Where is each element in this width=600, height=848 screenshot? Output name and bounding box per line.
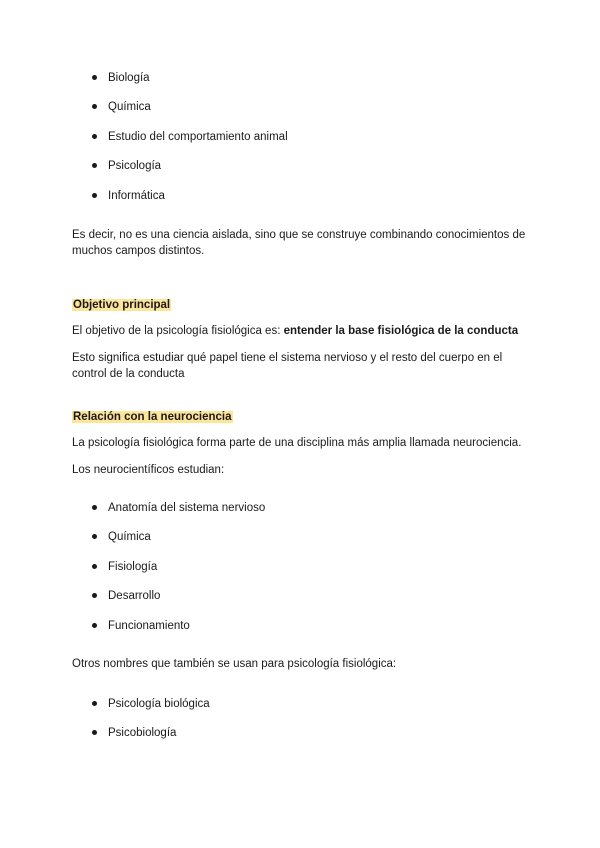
paragraph: Es decir, no es una ciencia aislada, sino que se construye combinando conocimientos de muchos campos distintos.: [72, 229, 526, 257]
heading-text: Objetivo principal: [73, 299, 171, 311]
paragraph: [72, 323, 532, 339]
bullet-icon: [92, 730, 97, 735]
list-item-text: Química: [108, 531, 151, 543]
paragraph: Esto significa estudiar qué papel tiene el sistema nervioso y el resto del cuerpo en el control de la conducta: [72, 352, 503, 380]
bullet-icon: [92, 134, 97, 139]
bullet-icon: [92, 564, 97, 569]
list-item-text: Química: [108, 101, 151, 113]
list-item-text: Fisiología: [108, 561, 158, 573]
list-item-text: Psicología: [108, 160, 162, 172]
bullet-icon: [92, 104, 97, 109]
bullet-icon: [92, 193, 97, 198]
list-item-text: Desarrollo: [108, 590, 161, 602]
paragraph: Otros nombres que también se usan para psicología fisiológica:: [72, 658, 397, 670]
section-heading: [72, 297, 171, 313]
objective-bold: entender la base fisiológica de la conducta: [283, 325, 519, 337]
objective-prefix: El objetivo de la psicología fisiológica es:: [72, 325, 284, 337]
paragraph: Los neurocientíficos estudian:: [72, 464, 225, 476]
list-item-text: Anatomía del sistema nervioso: [108, 502, 266, 514]
bullet-icon: [92, 163, 97, 168]
bullet-icon: [92, 623, 97, 628]
section-heading: [72, 409, 233, 425]
list-item-text: Estudio del comportamiento animal: [108, 131, 288, 143]
bullet-icon: [92, 75, 97, 80]
list-item-text: Informática: [108, 190, 165, 202]
bullet-icon: [92, 701, 97, 706]
list-item-text: Psicobiología: [108, 727, 177, 739]
bullet-icon: [92, 505, 97, 510]
list-item-text: Biología: [108, 72, 150, 84]
list-item-text: Funcionamiento: [108, 620, 190, 632]
bullet-icon: [92, 534, 97, 539]
paragraph: La psicología fisiológica forma parte de una disciplina más amplia llamada neurociencia.: [72, 437, 522, 449]
list-item-text: Psicología biológica: [108, 698, 210, 710]
bullet-icon: [92, 593, 97, 598]
heading-text: Relación con la neurociencia: [73, 411, 232, 423]
